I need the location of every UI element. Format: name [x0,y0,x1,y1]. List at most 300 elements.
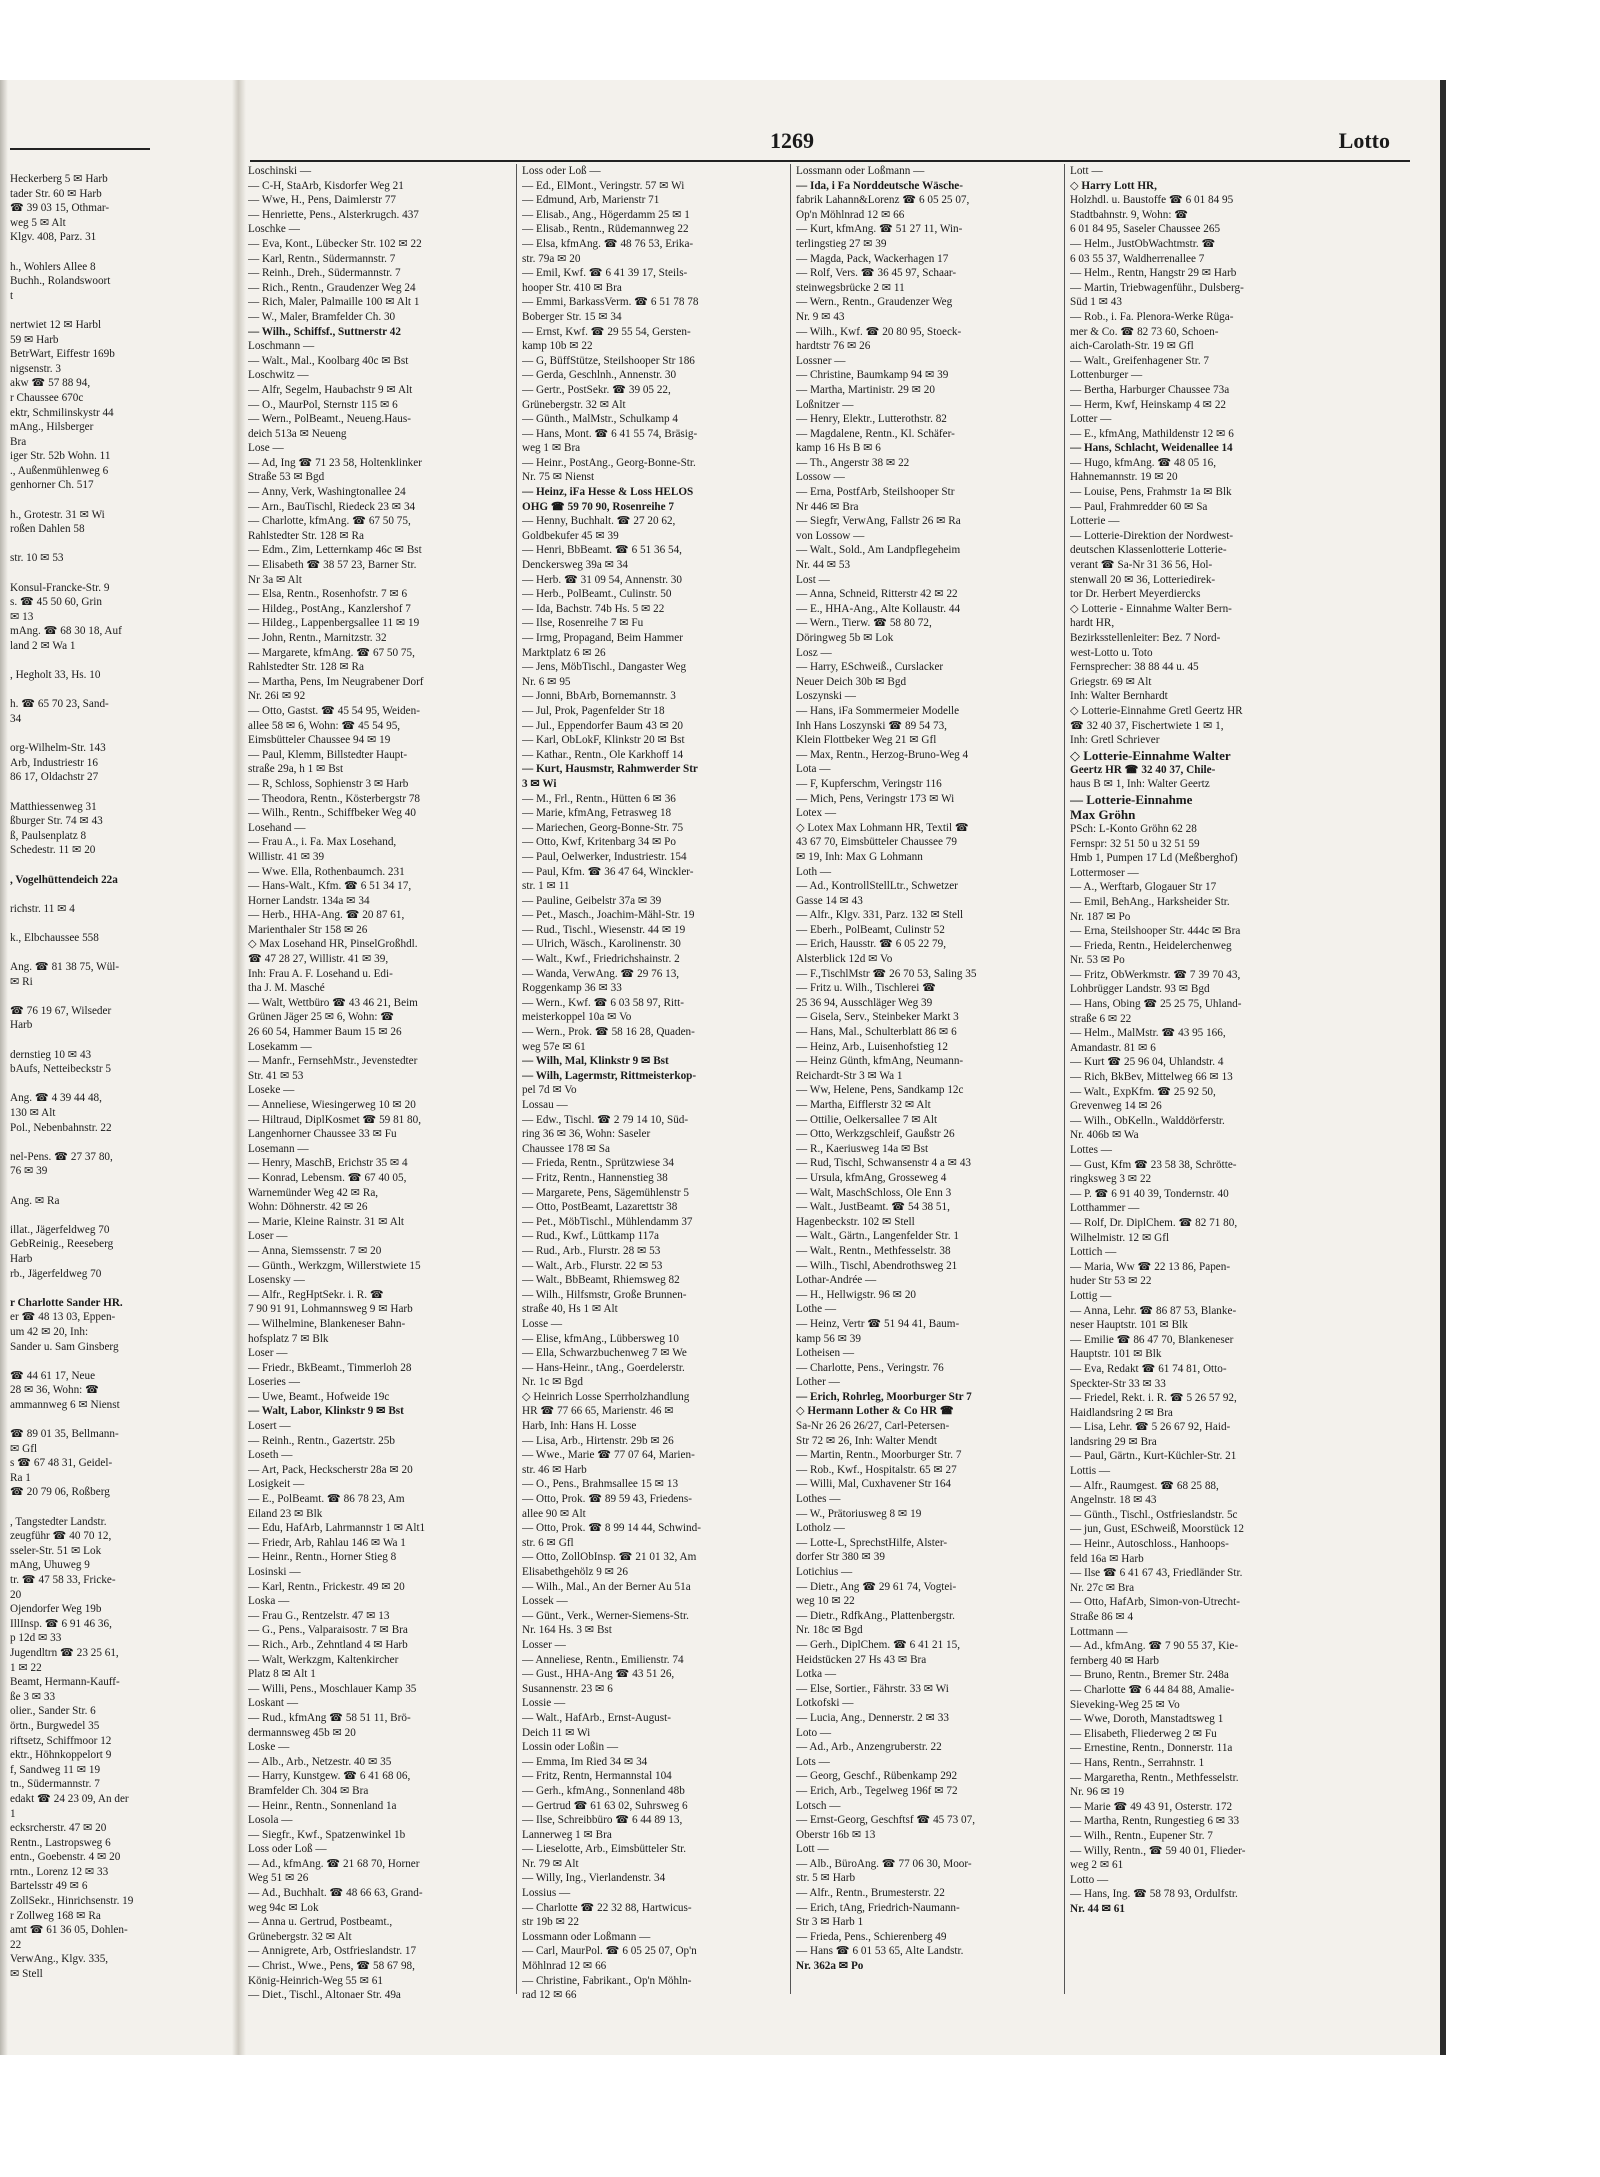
directory-entry-line: Str. 41 ✉ 53 [248,1069,304,1082]
directory-entry-line: dorfer Str 380 ✉ 39 [796,1551,885,1564]
directory-entry-line: weg 2 ✉ 61 [1070,1859,1124,1872]
directory-entry-line: — Rich, Maler, Palmaille 100 ✉ Alt 1 [248,296,420,309]
directory-entry-line: — Willi, Pens., Moschlauer Kamp 35 [248,1682,417,1695]
directory-entry-line: deich 513a ✉ Neueng [248,427,347,440]
directory-entry-line: — Edu, HafArb, Lahrmannstr 1 ✉ Alt1 [248,1522,426,1535]
directory-entry-line: — Karl, Rentn., Südermannstr. 7 [248,252,396,265]
directory-entry-line: — Gust, Kfm ☎ 23 58 38, Schrötte- [1070,1158,1237,1171]
directory-entry-line: — Otto, ZollObInsp. ☎ 21 01 32, Am [522,1551,697,1564]
directory-entry-line: str 19b ✉ 22 [522,1916,579,1929]
directory-entry-line: — W., Maler, Bramfelder Ch. 30 [248,310,396,323]
directory-entry-line: — Bertha, Harburger Chaussee 73a [1070,383,1230,396]
directory-entry-line: PSch: L-Konto Gröhn 62 28 [1070,822,1197,835]
directory-entry-line: Lothe — [796,1303,837,1316]
directory-entry-line: — Elisabeth, Fliederweg 2 ✉ Fu [1070,1727,1217,1740]
directory-entry-line: Lotholz — [796,1522,845,1535]
directory-entry-line: — Emil, BehAng., Harksheider Str. [1070,895,1230,908]
directory-entry-line: — Friedel, Rekt. i. R. ☎ 5 26 57 92, [1070,1392,1237,1405]
directory-entry-line [10,887,225,902]
directory-entry-line: Loser — [248,1230,288,1243]
directory-entry-line: h., Grotestr. 31 ✉ Wi [10,508,105,521]
directory-entry-line: Grünen Jäger 25 ✉ 6, Wohn: ☎ [248,1011,395,1024]
directory-entry-line: — F, Kupferschm, Veringstr 116 [796,777,942,790]
directory-entry-line: — Hans, Mal., Schulterblatt 86 ✉ 6 [796,1026,957,1039]
directory-entry-line: — Kurt, Hausmstr, Rahmwerder Str [522,763,698,776]
directory-entry-line: — Georg, Geschf., Rübenkamp 292 [796,1770,958,1783]
directory-entry-line: Losemann — [248,1142,309,1155]
directory-entry-line: Lossner — [796,354,846,367]
directory-entry-line: Bezirksstellenleiter: Bez. 7 Nord- [1070,632,1221,644]
directory-entry-line: Willistr. 41 ✉ 39 [248,850,325,863]
directory-entry-line: — Wilh., Rentn., Schiffbeker Weg 40 [248,807,416,820]
directory-entry-line: — Ida, Bachstr. 74b Hs. 5 ✉ 22 [522,602,665,615]
directory-entry-line: — Edm., Zim, Letternkamp 46c ✉ Bst [248,544,422,557]
directory-entry-line: — Fritz, Rentn, Hermannstal 104 [522,1770,672,1783]
directory-entry-line: ☎ 47 28 27, Willistr. 41 ✉ 39, [248,953,389,966]
directory-entry-line: weg 5 ✉ Alt [10,216,66,229]
directory-entry-line: org-Wilhelm-Str. 143 [10,742,106,755]
directory-entry-line: olier., Sander Str. 6 [10,1705,96,1718]
directory-entry-line: Nr. 406b ✉ Wa [1070,1129,1139,1142]
directory-entry-line: — R., Kaeriusweg 14a ✉ Bst [796,1142,929,1155]
directory-entry-line: ☎ 39 03 15, Othmar- [10,202,110,215]
directory-entry-line: 28 ✉ 36, Wohn: ☎ [10,1384,100,1397]
directory-entry-line: — Alb., BüroAng. ☎ 77 06 30, Moor- [796,1857,972,1870]
directory-entry-line: str. 1 ✉ 11 [522,880,570,893]
directory-entry-line: Grünebergstr. 32 ✉ Alt [522,398,626,411]
directory-entry-line: deutschen Klassenlotterie Lotterie- [1070,544,1227,557]
directory-entry-line: — Ed., ElMont., Veringstr. 57 ✉ Wi [522,179,685,192]
directory-entry-line: Hauptstr. 101 ✉ Blk [1070,1348,1162,1361]
directory-entry-line: — G, BüffStütze, Steilshooper Str 186 [522,354,695,367]
directory-entry-line: Lossie — [522,1697,566,1710]
directory-entry-line: Susannenstr. 23 ✉ 6 [522,1682,613,1695]
directory-entry-line: Sander u. Sam Ginsberg [10,1340,119,1353]
directory-entry-line: r Charlotte Sander HR. [10,1296,123,1309]
directory-entry-line: nel-Pens. ☎ 27 37 80, [10,1150,113,1163]
directory-entry-line [10,1135,225,1150]
directory-entry-line: Holzhdl. u. Baustoffe ☎ 6 01 84 95 [1070,194,1234,207]
directory-entry-line: Grevenweg 14 ✉ 26 [1070,1100,1162,1113]
directory-entry-line: Losinski — [248,1566,301,1578]
directory-entry-line: ✉ 19, Inh: Max G Lohmann [796,850,923,863]
directory-entry-line: allee 58 ✉ 6, Wohn: ☎ 45 54 95, [248,719,401,732]
directory-entry-line: Lotterie — [1070,515,1120,528]
directory-entry-line: ✉ Gfl [10,1442,38,1455]
directory-entry-line: Loth — [796,865,832,878]
directory-entry-line: Loschinski — [248,165,312,177]
directory-entry-line: Elisabethgehölz 9 ✉ 26 [522,1566,628,1578]
directory-entry-line: ße 3 ✉ 33 [10,1690,56,1703]
directory-entry-line: straße 29a, h 1 ✉ Bst [248,763,344,776]
directory-entry-line: — Margarete, kfmAng. ☎ 67 50 75, [248,646,415,659]
directory-entry-line: — Walt, Labor, Klinkstr 9 ✉ Bst [248,1405,404,1418]
directory-entry-line: — Heinr., PostAng., Georg-Bonne-Str. [522,456,696,469]
directory-entry-line: — Wwe, H., Pens, Daimlerstr 77 [248,194,397,207]
directory-entry-line: — Christine, Fabrikant., Op'n Möhln- [522,1974,692,1987]
directory-entry-line: str. 6 ✉ Gfl [522,1536,574,1549]
directory-entry-line: — Martin, Rentn., Moorburger Str. 7 [796,1449,962,1462]
directory-entry-line: — Wilh., Schiffsf., Suttnerstr 42 [248,325,401,338]
directory-entry-line: Lottich — [1070,1246,1117,1259]
directory-entry-line: — Marie, Kleine Rainstr. 31 ✉ Alt [248,1215,405,1228]
directory-entry-line: — Walt, Werkzgm, Kaltenkircher [248,1653,399,1666]
directory-entry-line: — Manfr., FernsehMstr., Jevenstedter [248,1055,418,1068]
directory-entry-line: — Lotte-L, SprechstHilfe, Alster- [796,1536,948,1549]
directory-entry-line: Lose — [248,442,284,455]
directory-entry-line: — Siegfr., Kwf., Spatzenwinkel 1b [248,1828,406,1841]
directory-entry-line: — Mariechen, Georg-Bonne-Str. 75 [522,821,684,834]
directory-entry-line: Lotto — [1070,1873,1109,1886]
directory-entry-line: — Gisela, Serv., Steinbeker Markt 3 [796,1011,959,1024]
directory-entry-line: — Heinr., Rentn., Sonnenland 1a [248,1799,397,1812]
directory-entry-line: ◇ Hermann Lother & Co HR ☎ [796,1405,954,1418]
directory-entry-line: — Wilh., Hilfsmstr, Große Brunnen- [522,1288,687,1301]
directory-entry-line: — Anna u. Gertrud, Postbeamt., [248,1916,393,1929]
directory-entry-line: — Rud., Kwf., Lüttkamp 117a [522,1230,659,1243]
directory-entry-line [10,858,225,873]
directory-entry-line: Neuer Deich 30b ✉ Bgd [796,675,907,688]
directory-entry-line: — Paul, Kfm. ☎ 36 47 64, Winckler- [522,865,694,878]
directory-entry-line: haus B ✉ 1, Inh: Walter Geertz [1070,778,1210,791]
directory-entry-line: Griegstr. 69 ✉ Alt [1070,675,1152,688]
directory-entry-line: — Marie ☎ 49 43 91, Osterstr. 172 [1070,1800,1233,1813]
directory-entry-line: — Ida, i Fa Norddeutsche Wäsche- [796,179,963,192]
directory-entry-line: weg 57e ✉ 61 [522,1040,586,1053]
directory-entry-line: — Jens, MöbTischl., Dangaster Weg [522,661,687,674]
directory-entry-line: — Martha, Eifflerstr 32 ✉ Alt [796,1099,931,1111]
directory-entry-line: — Elisab., Ang., Högerdamm 25 ✉ 1 [522,208,690,221]
directory-entry-line: fabrik Lahann&Lorenz ☎ 6 05 25 07, [796,194,970,207]
directory-entry-line: Warnemünder Weg 42 ✉ Ra, [248,1186,379,1199]
directory-entry-line: — Walt., Mal., Koolbarg 40c ✉ Bst [248,354,409,367]
directory-entry-line: — Hans, Schlacht, Weidenallee 14 [1070,442,1233,455]
directory-entry-line: allee 90 ✉ Alt [522,1507,586,1520]
directory-entry-line: 76 ✉ 39 [10,1165,48,1178]
directory-entry-line: VerwAng., Klgv. 335, [10,1953,109,1966]
directory-entry-line: — Charlotte, kfmAng. ☎ 67 50 75, [248,515,411,528]
directory-entry-line: ◇ Lotterie-Einnahme Gretl Geertz HR [1070,704,1243,717]
directory-entry-line: kamp 10b ✉ 22 [522,340,593,353]
directory-entry-line: verant ☎ Sa-Nr 31 36 56, Hol- [1070,559,1213,572]
directory-entry-line [10,683,225,698]
directory-entry-line: — Marie, kfmAng, Fetrasweg 18 [522,807,672,820]
directory-entry-line: — Wern., Prok. ☎ 58 16 28, Quaden- [522,1026,695,1039]
directory-entry-line [10,1412,225,1427]
directory-entry-line: — Wilh., ObKelln., Walddörferstr. [1070,1114,1225,1127]
directory-entry-line: akw ☎ 57 88 94, [10,377,91,390]
directory-entry-line: Pol., Nebenbahnstr. 22 [10,1121,112,1134]
directory-entry-line: — G., Pens., Valparaisostr. 7 ✉ Bra [248,1624,408,1637]
directory-entry-line: Rahlstedter Str. 128 ✉ Ra [248,529,364,542]
directory-entry-line: Lotka — [796,1668,837,1681]
directory-entry-line: — Rich, BkBev, Mittelweg 66 ✉ 13 [1070,1071,1233,1084]
directory-entry-line [10,1077,225,1092]
directory-entry-line: — W., Prätoriusweg 8 ✉ 19 [796,1507,922,1520]
directory-entry-line: — Carl, MaurPol. ☎ 6 05 25 07, Op'n [522,1945,697,1958]
scanned-directory-page [0,80,1446,2055]
directory-entry-line: Lott — [796,1843,829,1856]
directory-entry-line: — Gust., HHA-Ang ☎ 43 51 26, [522,1668,675,1681]
directory-entry-line: — Otto, Prok. ☎ 8 99 14 44, Schwind- [522,1522,701,1535]
directory-entry-line: — Uwe, Beamt., Hofweide 19c [248,1390,390,1403]
directory-entry-line: Losigkeit — [248,1478,305,1491]
directory-entry-line: — Hans, Mont. ☎ 6 41 55 74, Bräsig- [522,427,698,440]
directory-entry-line: — Martha, Pens, Im Neugrabener Dorf [248,675,424,688]
directory-entry-line: Lotsch — [796,1799,841,1812]
directory-entry-line: — Ilse ☎ 6 41 67 43, Friedländer Str. [1070,1567,1243,1580]
directory-entry-line [10,989,225,1004]
directory-entry-line: — Heinz, iFa Hesse & Loss HELOS [522,486,694,499]
directory-entry-line: Reichardt-Str 3 ✉ Wa 1 [796,1069,903,1082]
directory-entry-line: Lottig — [1070,1289,1112,1302]
directory-entry-line: — E., PolBeamt. ☎ 86 78 23, Am [248,1493,405,1506]
directory-entry-line: Klgv. 408, Parz. 31 [10,231,97,244]
directory-entry-line: Lottermoser — [1070,866,1139,879]
directory-entry-line: — Alfr., Raumgest. ☎ 68 25 88, [1070,1479,1219,1492]
directory-entry-line: — Emmi, BarkassVerm. ☎ 6 51 78 78 [522,296,699,309]
directory-entry-line: Lotheisen — [796,1347,855,1360]
directory-entry-line: — Magdalene, Rentn., Kl. Schäfer- [796,427,955,440]
directory-entry-line: Beamt, Hermann-Kauff- [10,1676,120,1689]
directory-entry-line: — Lotterie-Einnahme [1070,791,1193,807]
directory-entry-line [10,1354,225,1369]
directory-entry-line: — Günth., MalMstr., Schulkamp 4 [522,413,679,426]
directory-entry-line: Str 72 ✉ 26, Inh: Walter Mendt [796,1434,937,1447]
directory-entry-line: r Chaussee 670c [10,391,84,404]
directory-entry-line: hardtstr 76 ✉ 26 [796,340,871,353]
directory-entry-line: Lott — [1070,165,1103,177]
directory-entry-line: 7 90 91 91, Lohmannsweg 9 ✉ Harb [248,1303,413,1316]
directory-entry-line: — Otto, HafArb, Simon-von-Utrecht- [1070,1596,1240,1609]
directory-entry-line: Losehand — [248,821,306,834]
directory-entry-line: — Henry, MaschB, Erichstr 35 ✉ 4 [248,1157,408,1170]
directory-entry-line: ring 36 ✉ 36, Wohn: Saseler [522,1128,651,1141]
directory-entry-line: land 2 ✉ Wa 1 [10,640,76,652]
directory-entry-line: Loto — [796,1726,832,1739]
directory-entry-line: mer & Co. ☎ 82 73 60, Schoen- [1070,325,1219,338]
directory-entry-line: genhorner Ch. 517 [10,479,94,492]
directory-entry-line [10,1281,225,1296]
directory-entry-line [10,1208,225,1223]
column-divider [790,164,791,1994]
directory-entry-line: Denckersweg 39a ✉ 34 [522,559,628,572]
directory-entry-line: entn., Goebenstr. 4 ✉ 20 [10,1851,121,1864]
directory-column-3 [796,164,1058,1974]
column-divider [1064,164,1065,1994]
directory-entry-line: — Anneliese, Wiesingerweg 10 ✉ 20 [248,1099,416,1111]
directory-entry-line: Harb [10,1019,33,1032]
directory-entry-line: iger Str. 52b Wohn. 11 [10,450,111,463]
directory-entry-line: — Konrad, Lebensm. ☎ 67 40 05, [248,1171,407,1184]
directory-entry-line: Nr. 96 ✉ 19 [1070,1786,1125,1799]
directory-entry-line: Nr. 9 ✉ 43 [796,310,845,323]
directory-entry-line [10,785,225,800]
previous-page-column [10,172,225,1982]
directory-entry-line: — Dietr., RdfkAng., Plattenbergstr. [796,1609,955,1622]
directory-entry-line [10,654,225,669]
directory-entry-line: 3 ✉ Wi [522,777,557,790]
directory-entry-line: Boberger Str. 15 ✉ 34 [522,310,622,323]
directory-entry-line: Lossek — [522,1595,568,1608]
directory-entry-line: — Walt., JustBeamt. ☎ 54 38 51, [796,1201,950,1214]
directory-entry-line: — Ad, Ing ☎ 71 23 58, Holtenklinker [248,456,422,469]
directory-entry-line: — Ad., KontrollStellLtr., Schwetzer [796,880,958,893]
directory-entry-line: h. ☎ 65 70 23, Sand- [10,698,109,711]
directory-entry-line: , Hegholt 33, Hs. 10 [10,669,101,682]
directory-entry-line: 34 [10,712,22,725]
directory-entry-line: 6 01 84 95, Saseler Chaussee 265 [1070,223,1221,236]
directory-entry-line: Oberstr 16b ✉ 13 [796,1828,876,1841]
directory-entry-line: Loschwitz — [248,369,309,382]
directory-entry-line: landsring 29 ✉ Bra [1070,1435,1157,1448]
directory-entry-line: str. 5 ✉ Harb [796,1872,856,1885]
directory-entry-line: — Elisab., Rentn., Rüdemannweg 22 [522,223,689,236]
directory-entry-line: Klein Flottbeker Weg 21 ✉ Gfl [796,734,937,747]
directory-column-4 [1070,164,1332,1916]
directory-entry-line: Harb [10,1252,33,1265]
directory-entry-line: — Ad., kfmAng. ☎ 21 68 70, Horner [248,1857,420,1870]
directory-entry-line: — Erich, Arb., Tegelweg 196f ✉ 72 [796,1784,958,1797]
directory-entry-line: — Kurt ☎ 25 96 04, Uhlandstr. 4 [1070,1056,1224,1069]
directory-entry-line: Chaussee 178 ✉ Sa [522,1142,610,1155]
directory-entry-line: König-Heinrich-Weg 55 ✉ 61 [248,1974,383,1987]
directory-entry-line: str. 10 ✉ 53 [10,552,64,565]
directory-entry-line: — Erna, PostfArb, Steilshooper Str [796,486,955,499]
directory-entry-line: — Annigrete, Arb, Ostfrieslandstr. 17 [248,1945,417,1958]
directory-entry-line: — Rud., Tischl., Wiesenstr. 44 ✉ 19 [522,923,686,936]
directory-entry-line: — Jul, Prok, Pagenfelder Str 18 [522,704,665,717]
directory-entry-line: — Hans, iFa Sommermeier Modelle [796,704,960,717]
directory-entry-line: Lotichius — [796,1566,853,1578]
directory-entry-line: ✉ Ri [10,975,33,988]
directory-entry-line: — Erich, tAng, Friedrich-Naumann- [796,1901,960,1914]
directory-entry-line: Loßnitzer — [796,398,854,411]
directory-entry-line: ☎ 44 61 17, Neue [10,1369,96,1382]
directory-entry-line: Lohbrügger Landstr. 93 ✉ Bgd [1070,983,1210,996]
directory-entry-line: Hahnemannstr. 19 ✉ 20 [1070,471,1178,484]
directory-entry-line: — Anneliese, Rentn., Emilienstr. 74 [522,1653,684,1666]
directory-entry-line: Lossmann oder Loßmann — [522,1930,651,1943]
directory-entry-line: — Harry, Kunstgew. ☎ 6 41 68 06, [248,1770,411,1783]
directory-entry-line: ☎ 20 79 06, Roßberg [10,1486,110,1499]
directory-entry-line: Losser — [522,1638,566,1651]
directory-entry-line: Loschmann — [248,340,315,353]
directory-entry-line: — Edw., Tischl. ☎ 2 79 14 10, Süd- [522,1113,689,1126]
directory-entry-line: — Otto, Kwf, Kritenbarg 34 ✉ Po [522,836,676,849]
directory-entry-line: — Wwe. Ella, Rothenbaumch. 231 [248,865,405,878]
directory-entry-line: ß, Paulsenplatz 8 [10,829,87,842]
directory-column-1 [248,164,510,2003]
directory-entry-line: sseler-Str. 51 ✉ Lok [10,1544,102,1557]
directory-entry-line: — Bruno, Rentn., Bremer Str. 248a [1070,1669,1229,1682]
directory-entry-line: — Gerh., kfmAng., Sonnenland 48b [522,1784,685,1797]
directory-entry-line: Inh: Frau A. F. Losehand u. Edi- [248,967,393,980]
directory-entry-line: Lossmann oder Loßmann — [796,165,925,177]
directory-entry-line: hardt HR, [1070,617,1115,630]
directory-entry-line: — Walt., Gärtn., Langenfelder Str. 1 [796,1230,959,1243]
directory-entry-line: — Eva, Redakt ☎ 61 74 81, Otto- [1070,1362,1227,1375]
directory-entry-line [10,916,225,931]
directory-entry-line: — Henriette, Pens., Alsterkrugch. 437 [248,208,419,221]
directory-entry-line: — Ursula, kfmAng, Grosseweg 4 [796,1171,947,1184]
directory-entry-line: — Rob., i. Fa. Plenora-Werke Rüga- [1070,310,1234,323]
directory-entry-line: Nr 3a ✉ Alt [248,573,302,586]
directory-entry-line: — Wilh., Tischl, Abendrothsweg 21 [796,1259,958,1272]
directory-entry-line: — Hans, Rentn., Serrahnstr. 1 [1070,1756,1205,1769]
directory-entry-line: — Friedr, Arb, Rahlau 146 ✉ Wa 1 [248,1536,406,1549]
directory-entry-line: Losekamm — [248,1040,312,1053]
directory-entry-line: Roggenkamp 36 ✉ 33 [522,982,622,995]
directory-entry-line: — Willy, Ing., Vierlandenstr. 34 [522,1872,666,1885]
directory-entry-line: Inh Hans Loszynski ☎ 89 54 73, [796,719,947,732]
directory-entry-line: huder Str 53 ✉ 22 [1070,1275,1152,1288]
directory-entry-line: — Walt., Rentn., Methfesselstr. 38 [796,1244,951,1257]
directory-entry-line: zeugführ ☎ 40 70 12, [10,1530,112,1543]
directory-entry-line: mAng. ☎ 68 30 18, Auf [10,625,122,638]
directory-entry-line: — Elise, kfmAng., Lübbersweg 10 [522,1332,679,1345]
directory-entry-line: — Alfr., Rentn., Brumesterstr. 22 [796,1887,945,1900]
directory-entry-line: — Frieda, Rentn., Heidelerchenweg [1070,939,1232,952]
directory-entry-line: — Günth., Werkzgm, Willerstwiete 15 [248,1259,421,1272]
directory-entry-line: — Wern., Kwf. ☎ 6 03 58 97, Ritt- [522,996,684,1009]
directory-entry-line: — Helm., MalMstr. ☎ 43 95 166, [1070,1027,1226,1040]
directory-entry-line: Lotthammer — [1070,1202,1140,1215]
directory-entry-line: — Walt, MaschSchloss, Ole Enn 3 [796,1186,952,1199]
directory-entry-line: Rahlstedter Str. 128 ✉ Ra [248,661,364,674]
directory-entry-line: str. 46 ✉ Harb [522,1463,587,1476]
directory-entry-line: neser Hauptstr. 101 ✉ Blk [1070,1319,1188,1332]
directory-entry-line: fernberg 40 ✉ Harb [1070,1654,1160,1667]
directory-entry-line: — Erna, Steilshooper Str. 444c ✉ Bra [1070,925,1241,938]
directory-entry-line: — O., Pens., Brahmsallee 15 ✉ 13 [522,1478,679,1491]
directory-entry-line: 25 36 94, Ausschläger Weg 39 [796,996,933,1009]
directory-entry-line: Losola — [248,1814,293,1827]
directory-entry-line: Loszynski — [796,690,856,703]
directory-entry-line: hooper Str. 410 ✉ Bra [522,281,622,294]
directory-entry-line: — Margaretha, Rentn., Methfesselstr. [1070,1771,1239,1784]
directory-entry-line: — Jul., Eppendorfer Baum 43 ✉ 20 [522,719,684,732]
directory-entry-line: ßburger Str. 74 ✉ 43 [10,815,103,828]
page-edge-shadow [0,80,8,2055]
directory-entry-line: OHG ☎ 59 70 90, Rosenreihe 7 [522,500,675,513]
directory-entry-line: er ☎ 48 13 03, Eppen- [10,1311,116,1324]
directory-entry-line: — Diet., Tischl., Altonaer Str. 49a [248,1989,401,2002]
directory-entry-line: tr. ☎ 47 58 33, Fricke- [10,1574,116,1586]
directory-entry-line: — Hans, Ing. ☎ 58 78 93, Ordulfstr. [1070,1888,1238,1901]
directory-entry-line: — Art, Pack, Heckscherstr 28a ✉ 20 [248,1463,413,1476]
directory-entry-line: — Lieselotte, Arb., Eimsbütteler Str. [522,1843,687,1856]
directory-entry-line: — Lotterie-Direktion der Nordwest- [1070,529,1234,542]
directory-entry-line: Wohn: Döhnerstr. 42 ✉ 26 [248,1201,368,1214]
directory-entry-line: ☎ 89 01 35, Bellmann- [10,1428,119,1441]
directory-entry-line: Lost — [796,573,830,586]
directory-entry-line: Buchh., Rolandswoort [10,275,111,288]
directory-entry-line: — Harry, ESchweiß., Curslacker [796,661,944,674]
directory-entry-line: — Herb., HHA-Ang. ☎ 20 87 61, [248,909,405,922]
directory-entry-line: — Lisa, Arb., Hirtenstr. 29b ✉ 26 [522,1434,674,1447]
directory-entry-line: — Helm., Rentn, Hangstr 29 ✉ Harb [1070,267,1237,280]
directory-entry-line: weg 10 ✉ 22 [796,1595,855,1608]
directory-entry-line: — Pauline, Geibelstr 37a ✉ 39 [522,894,662,907]
directory-entry-line: Lotex — [796,807,837,820]
directory-entry-line: mAng, Uhuweg 9 [10,1559,90,1572]
directory-entry-line: — Walt., BbBeamt, Rhiemsweg 82 [522,1274,680,1287]
directory-entry-line: — Rud, Tischl, Schwansenstr 4 a ✉ 43 [796,1157,972,1170]
directory-entry-line: Grünebergstr. 32 ✉ Alt [248,1930,352,1943]
directory-entry-line: — Rolf, Vers. ☎ 36 45 97, Schaar- [796,267,957,280]
directory-entry-line: 20 [10,1588,22,1601]
